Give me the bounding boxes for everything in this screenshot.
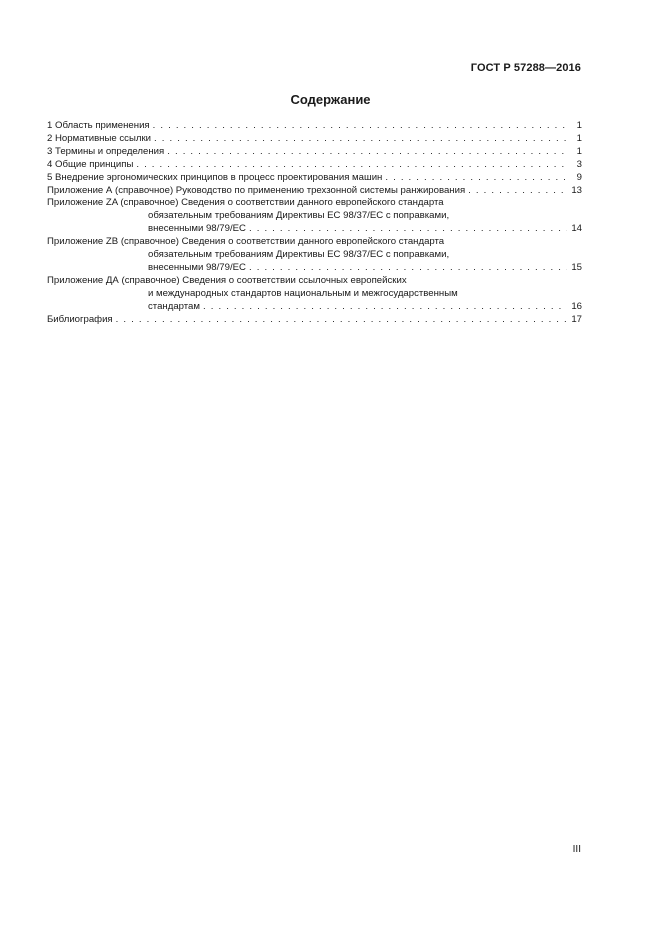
toc-entry-text: Приложение ДА (справочное) Сведения о соответствии ссылочных европейских [47,274,407,286]
toc-page-number: 17 [571,313,582,325]
toc-leader-dots [385,172,567,185]
toc-entry-text-continued: внесенными 98/79/ЕС [148,261,246,273]
toc-leader-dots [167,146,567,159]
toc-page-number: 1 [576,145,582,157]
toc-entry[interactable] [47,120,582,133]
toc-entry[interactable] [47,197,582,236]
toc-entry[interactable] [47,133,582,146]
toc-leader-dots [154,133,567,146]
toc-entry[interactable] [47,172,582,185]
page-title: Содержание [290,92,371,107]
toc-leader-dots [136,159,567,172]
toc-leader-dots [153,120,567,133]
toc-entry-text-continued: и международных стандартов национальным и межгосударственным [148,287,458,299]
toc-entry-text: 3 Термины и определения [47,145,165,157]
toc-entry-text: 5 Внедрение эргономических принципов в процесс проектирования машин [47,171,383,183]
page-number: III [572,844,581,855]
toc-page-number: 1 [576,132,582,144]
toc-entry[interactable] [47,236,582,275]
toc-entry-text-continued: стандартам [148,300,200,312]
toc-leader-dots [249,223,567,236]
toc-leader-dots [203,301,567,314]
toc-page-number: 3 [576,158,582,170]
toc-entry-text: Библиография [47,313,113,325]
toc-page-number: 9 [576,171,582,183]
toc-entry-text-continued: внесенными 98/79/ЕС [148,223,246,235]
toc-entry[interactable] [47,185,582,198]
table-of-contents [47,120,582,327]
toc-page-number: 14 [571,223,582,235]
toc-entry[interactable] [47,159,582,172]
toc-entry-text: 4 Общие принципы [47,158,134,170]
toc-entry-text: Приложение ZB (справочное) Сведения о соответствии данного европейского стандарта [47,236,445,248]
toc-page-number: 15 [571,261,582,273]
toc-page-number: 16 [571,300,582,312]
toc-entry-text-continued: обязательным требованиям Директивы ЕС 98/37/ЕС с поправками, [148,249,450,261]
toc-page-number: 1 [576,120,582,131]
toc-entry-text: 2 Нормативные ссылки [47,132,152,144]
toc-entry-text: Приложение ZA (справочное) Сведения о соответствии данного европейского стандарта [47,197,444,209]
toc-leader-dots [249,262,567,275]
toc-entry-text: 1 Область применения [47,120,150,131]
toc-entry-text: Приложение А (справочное) Руководство по применению трехзонной системы ранжирования [47,184,466,196]
toc-entry[interactable] [47,275,582,314]
toc-entry-text-continued: обязательным требованиям Директивы ЕС 98/37/ЕС с поправками, [148,210,450,222]
toc-entry[interactable] [47,314,582,327]
document-header-id: ГОСТ Р 57288—2016 [470,62,581,74]
toc-leader-dots [116,314,567,327]
toc-page-number: 13 [571,184,582,196]
toc-entry[interactable] [47,146,582,159]
toc-leader-dots [468,185,567,198]
